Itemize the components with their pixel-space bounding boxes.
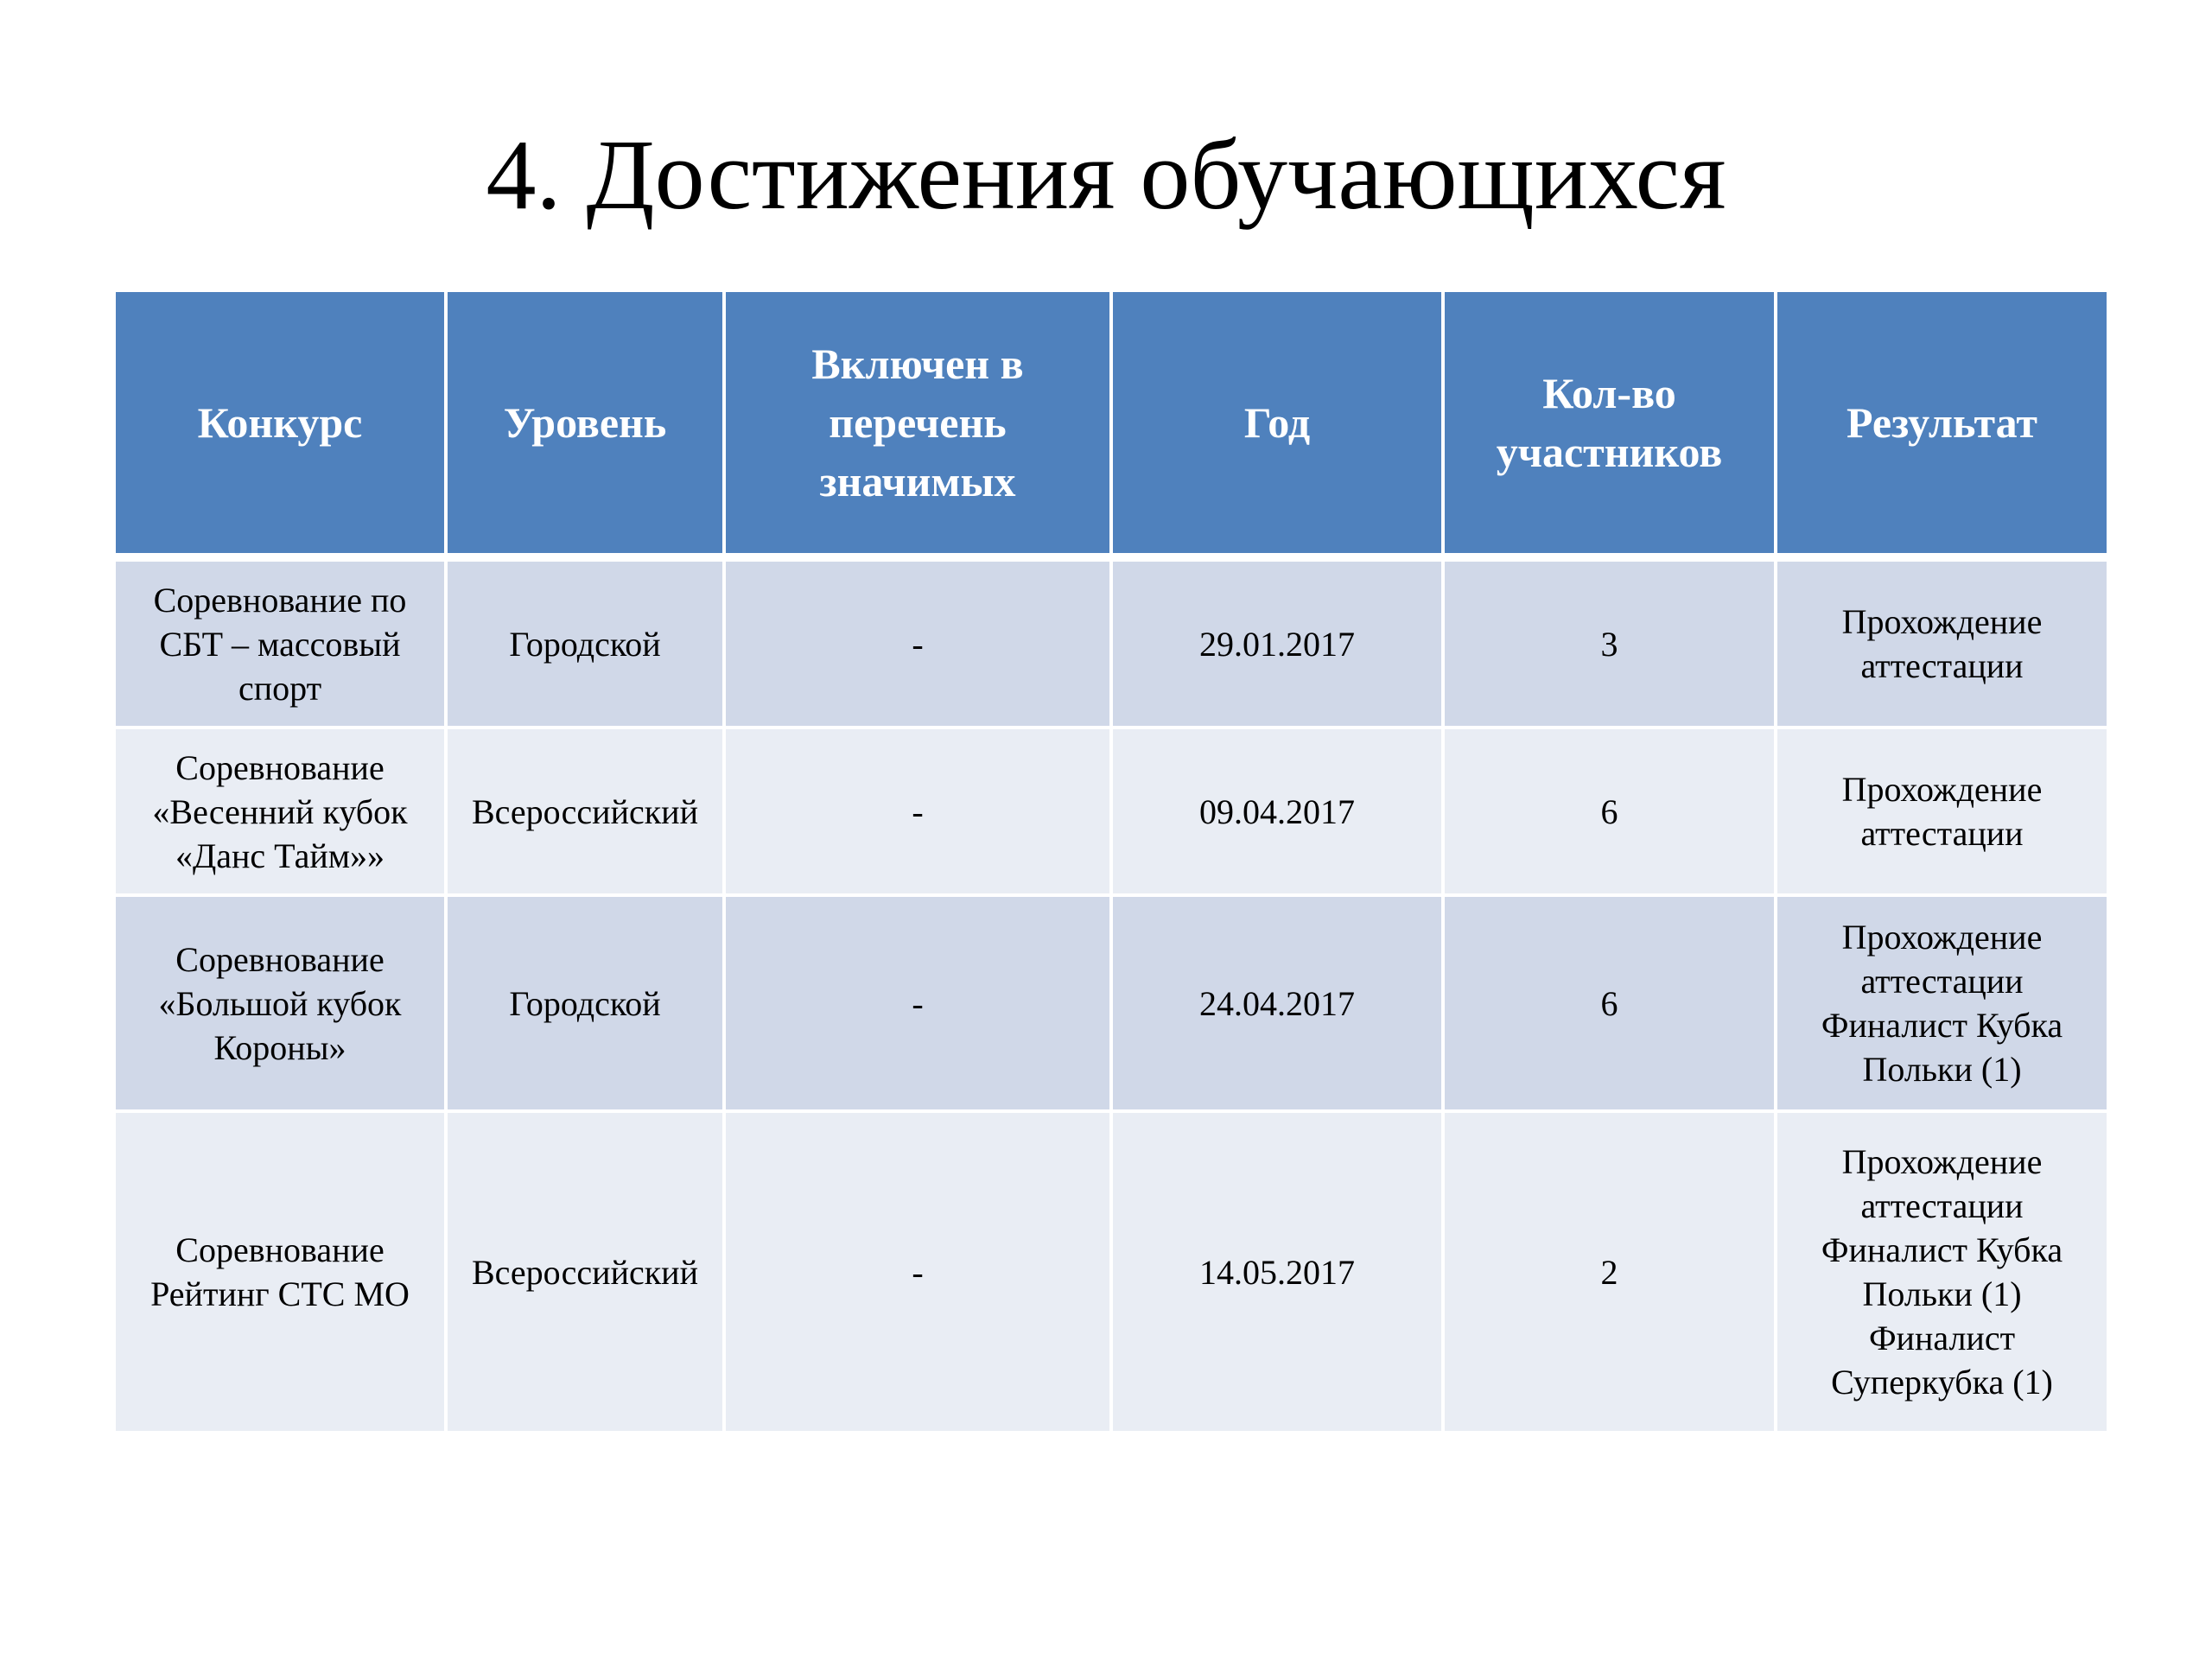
cell-date: 29.01.2017 [1113,562,1445,729]
achievements-table-container [116,292,2107,1434]
cell-contest-line: спорт [238,668,322,708]
header-included-line: перечень [829,398,1007,447]
cell-date: 09.04.2017 [1113,729,1445,897]
header-level: Уровень [448,292,726,562]
cell-result-line: Суперкубка (1) [1831,1363,2053,1402]
cell-contest-line: Соревнование по [153,580,407,620]
cell-result [1777,1113,2107,1434]
header-year: Год [1113,292,1445,562]
header-included [726,292,1113,562]
cell-contest-line: Соревнование [175,1230,385,1269]
cell-participants: 6 [1445,729,1777,897]
cell-result-line: Финалист [1868,1319,2016,1357]
table-row [116,729,2107,897]
cell-contest-line: Рейтинг СТС МО [150,1274,410,1313]
cell-result-line: Польки (1) [1862,1050,2022,1089]
cell-contest [116,562,448,729]
table-header [116,292,2107,562]
cell-included: - [726,562,1113,729]
table-row [116,897,2107,1113]
cell-included: - [726,897,1113,1113]
cell-participants: 2 [1445,1113,1777,1434]
cell-result-line: Прохождение [1841,1142,2043,1181]
cell-contest [116,1113,448,1434]
cell-level: Всероссийский [448,1113,726,1434]
cell-result [1777,897,2107,1113]
header-participants-line: участников [1496,428,1723,476]
cell-result-line: Финалист Кубка [1821,1006,2063,1045]
header-contest: Конкурс [116,292,448,562]
cell-result-line: Прохождение [1841,918,2043,957]
header-included-line: Включен в [811,340,1024,388]
cell-contest [116,897,448,1113]
cell-result-line: Прохождение [1841,602,2043,641]
cell-result-line: Польки (1) [1862,1274,2022,1313]
cell-included: - [726,1113,1113,1434]
header-participants-line: Кол-во [1542,369,1676,417]
cell-contest-line: «Большой кубок [158,983,402,1023]
header-row [116,292,2107,562]
cell-result-line: аттестации [1860,646,2024,685]
cell-result-line: аттестации [1860,1186,2024,1225]
cell-contest-line: СБТ – массовый [159,624,401,664]
cell-result [1777,562,2107,729]
cell-date: 14.05.2017 [1113,1113,1445,1434]
cell-level: Городской [448,562,726,729]
cell-result-line: Финалист Кубка [1821,1230,2063,1269]
cell-contest-line: Соревнование [175,747,385,787]
cell-level: Всероссийский [448,729,726,897]
cell-participants: 3 [1445,562,1777,729]
table-row [116,1113,2107,1434]
table-row [116,562,2107,729]
header-included-line: значимых [819,457,1016,505]
cell-contest [116,729,448,897]
cell-level: Городской [448,897,726,1113]
header-participants [1445,292,1777,562]
table-body [116,562,2107,1434]
cell-contest-line: «Данс Тайм»» [175,836,385,875]
cell-participants: 6 [1445,897,1777,1113]
cell-result-line: аттестации [1860,962,2024,1001]
achievements-table [116,292,2107,1434]
cell-result [1777,729,2107,897]
cell-result-line: аттестации [1860,814,2024,853]
cell-contest-line: Короны» [213,1027,346,1067]
cell-date: 24.04.2017 [1113,897,1445,1113]
cell-contest-line: «Весенний кубок [152,791,408,831]
cell-included: - [726,729,1113,897]
cell-result-line: Прохождение [1841,770,2043,809]
header-result: Результат [1777,292,2107,562]
cell-contest-line: Соревнование [175,939,385,979]
slide-title: 4. Достижения обучающихся [486,120,1726,231]
